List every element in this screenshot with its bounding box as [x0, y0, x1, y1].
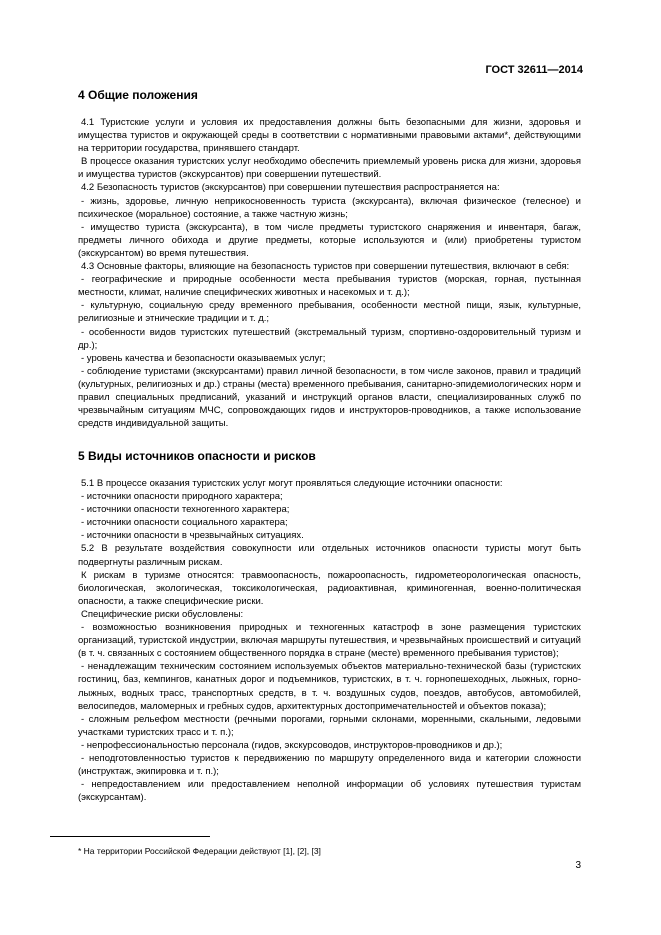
footnote: * На территории Российской Федерации действуют [1], [2], [3]: [78, 846, 321, 856]
list-item: - неподготовленностью туристов к передвижению по маршруту определенного вида и категории сложности (инструктаж, экипировка и т. п.);: [78, 752, 581, 778]
list-item: - особенности видов туристских путешествий (экстремальный туризм, спортивно-оздоровительный туризм и др.);: [78, 326, 581, 351]
list-item: - культурную, социальную среду временного пребывания, особенности местной пищи, язык, культурные, религиозные и этнические традиции и т. д.;: [78, 300, 581, 325]
page-number: 3: [575, 860, 581, 871]
paragraph: 5.1 В процессе оказания туристских услуг могут проявляться следующие источники опасности:: [81, 478, 503, 489]
list-item: - непрофессиональностью персонала (гидов, экскурсоводов, инструкторов-проводников и др.);: [81, 739, 503, 751]
list-item: - возможностью возникновения природных и техногенных катастроф в зоне размещения туристских организаций, туристской индустрии, включая маршруты путешествия, и чрезвычайных происшествий и ситуаций (в т. ч. связанных с состоянием общественного порядка в стране (месте) временного пребывания туристов);: [78, 622, 581, 660]
list-item: - жизнь, здоровье, личную неприкосновенность туриста (экскурсанта), включая физическое (телесное) и психическое (моральное) состояние, а также частную жизнь;: [78, 195, 581, 220]
paragraph: 4.1 Туристские услуги и условия их предоставления должны быть безопасными для жизни, здоровья и имущества туристов и окружающей среды в соответствии с нормативными правовыми актами*, действующими на территории государства, принявшего стандарт.: [78, 117, 581, 155]
paragraph: 5.2 В результате воздействия совокупности или отдельных источников опасности туристы могут быть подвергнуты различным рискам.: [78, 543, 581, 568]
list-item: - уровень качества и безопасности оказываемых услуг;: [81, 352, 326, 364]
list-item: - имущество туриста (экскурсанта), в том числе предметы туристского снаряжения и инвентаря, багаж, предметы личного обихода и другие предметы, которые используются и (или) приобретены туристом (экскурсантом) во время путешествия.: [78, 221, 581, 259]
paragraph: 4.2 Безопасность туристов (экскурсантов) при совершении путешествия распространяется на:: [81, 182, 500, 194]
paragraph: Специфические риски обусловлены:: [81, 608, 244, 620]
paragraph: 4.3 Основные факторы, влияющие на безопасность туристов при совершении путешествия, включают в себя:: [81, 261, 570, 273]
list-item: - непредоставлением или предоставлением неполной информации об условиях путешествия туристам (экскурсантам).: [78, 779, 581, 804]
section-4-title: 4 Общие положения: [78, 88, 198, 102]
paragraph: В процессе оказания туристских услуг необходимо обеспечить приемлемый уровень риска для жизни, здоровья и имущества туристов (экскурсантов) при совершении путешествий.: [78, 156, 581, 181]
list-item: - сложным рельефом местности (речными порогами, горными склонами, моренными, скальными, ледовыми участками туристских трасс и т. п.);: [78, 713, 581, 738]
list-item: - источники опасности техногенного характера;: [81, 504, 290, 516]
paragraph: К рискам в туризме относятся: травмоопасность, пожароопасность, гидрометеорологическая опасность, биологическая, экологическая, токсикологическая, радиоактивная, криминогенная, военно-политическая опасности, а также специфические риски.: [78, 569, 581, 607]
standard-code: ГОСТ 32611—2014: [485, 64, 583, 76]
list-item: - географические и природные особенности места пребывания туристов (морская, горная, пустынная местности, климат, наличие специфических животных и насекомых и т. д.);: [78, 274, 581, 299]
list-item: - соблюдение туристами (экскурсантами) правил личной безопасности, в том числе законов, правил и традиций (культурных, религиозных и др.) страны (места) временного пребывания, санитарно-эпидемиологических норм и правил специальных предписаний, указаний и инструкций органов власти, специализированных служб по чрезвычайным ситуациям МЧС, сопровождающих гидов и инструкторов-проводников, а также использование средств индивидуальной защиты.: [78, 365, 581, 430]
list-item: - ненадлежащим техническим состоянием используемых объектов материально-технической базы (туристских гостиниц, баз, кемпингов, канатных дорог и подъемников, туристских, в т. ч. горнопешеходных, лыжных, горно-лыжных, водных трасс, транспортных средств, в т. ч. воздушных судов, поездов, автобусов, автомобилей, велосипедов, маломерных и гребных судов, архитектурных достопримечательностей и объектов показа);: [78, 661, 581, 712]
section-5: [78, 449, 581, 804]
list-item: - источники опасности социального характера;: [81, 517, 288, 529]
section-5-title: 5 Виды источников опасности и рисков: [78, 449, 316, 463]
list-item: - источники опасности в чрезвычайных ситуациях.: [81, 530, 304, 542]
footnote-divider: [50, 836, 210, 837]
section-4: [78, 88, 581, 430]
list-item: - источники опасности природного характера;: [81, 491, 283, 503]
